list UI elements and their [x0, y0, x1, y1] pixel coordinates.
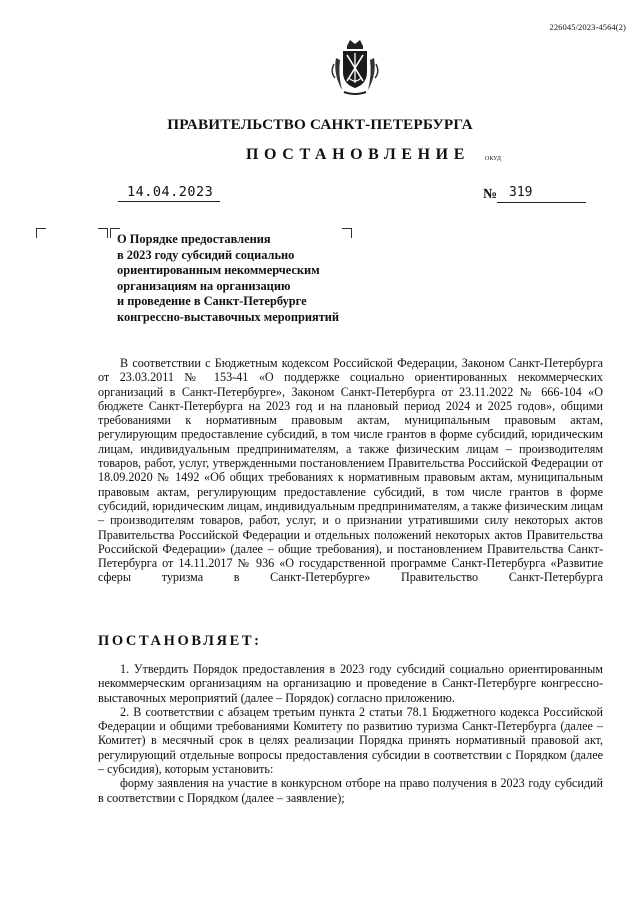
coat-of-arms-emblem — [330, 38, 380, 98]
title-line: и проведение в Санкт-Петербурге — [117, 294, 307, 309]
title-line: О Порядке предоставления — [117, 232, 271, 246]
preamble-section — [98, 356, 603, 585]
preamble-paragraph: В соответствии с Бюджетным кодексом Российской Федерации, Законом Санкт-Петербурга от 23.03.2011 № 153-41 «О поддержке социально ориентированных некоммерческих организаций в Санкт-Петербурге», Законом Санкт-Петербурга от 23.11.2022 № 666-104 «О бюджете Санкт-Петербурга на 2023 год и на плановый период 2024 и 2025 годов», общими требованиями к нормативным правовым актам, муниципальным правовым актам, регулирующим предоставление субсидий, в том числе грантов в форме субсидий, юридическим лицам, индивидуальным предпринимателям, а также физическим лицам – производителям товаров, работ, услуг, утвержденными постановлением Правительства Российской Федерации от 18.09.2020 № 1492 «Об общих требованиях к нормативным правовым актам, муниципальным правовым актам, регулирующим предоставление субсидий, в том числе грантов в форме субсидий, юридическим лицам, индивидуальным предпринимателям, а также физическим лицам – производителям товаров, работ, услуг, и о признании утратившими силу некоторых актов Правительства Российской Федерации и отдельных положений некоторых актов Правительства Российской Федерации» (далее – общие требования), и постановлением Правительства Санкт-Петербурга от 14.11.2017 № 936 «О государственной программе Санкт-Петербурга «Развитие сферы туризма в Санкт-Петербурге» Правительство Санкт-Петербурга — [98, 356, 603, 585]
title-line: конгрессно-выставочных мероприятий — [117, 309, 340, 324]
decree-item: 2. В соответствии с абзацем третьим пункта 2 статьи 78.1 Бюджетного кодекса Российской Федерации и общими требованиями Комитету по развитию туризма Санкт-Петербурга (далее – Комитет) в месячный срок в целях реализации Порядка принять нормативный правовой акт, регулирующий отдельные вопросы предоставления субсидии в соответствии с Порядком (далее – субсидия), которым установить: — [98, 704, 603, 777]
decree-item: форму заявления на участие в конкурсном отборе на право получения в 2023 году субсидий в соответствии с Порядком (далее – заявление); — [98, 776, 603, 805]
number-underline — [497, 202, 586, 203]
corner-mark — [36, 228, 46, 238]
government-name: ПРАВИТЕЛЬСТВО САНКТ-ПЕТЕРБУРГА — [167, 116, 473, 133]
title-line: организациям на организацию — [117, 278, 291, 293]
title-line: в 2023 году субсидий социально — [117, 247, 295, 262]
decree-heading: ПОСТАНОВЛЯЕТ: — [98, 633, 262, 649]
decree-item: 1. Утвердить Порядок предоставления в 2023 году субсидий социально ориентированным некоммерческим организациям на организацию и проведение в Санкт-Петербурге конгрессно-выставочных мероприятий (далее – Порядок) согласно приложению. — [98, 662, 603, 705]
title-line: ориентированным некоммерческим — [117, 263, 320, 278]
document-title — [117, 232, 397, 326]
date-underline — [118, 201, 220, 202]
document-date: 14.04.2023 — [127, 184, 214, 200]
decree-items — [98, 662, 603, 805]
document-number: 319 — [509, 185, 533, 200]
number-label: № — [483, 187, 498, 202]
corner-mark — [98, 228, 108, 238]
coat-of-arms-icon — [330, 38, 380, 98]
okud-label: ОКУД — [485, 156, 501, 162]
document-type-heading: ПОСТАНОВЛЕНИЕ — [246, 146, 470, 163]
document-registration-number: 226045/2023-4564(2) — [549, 22, 626, 32]
